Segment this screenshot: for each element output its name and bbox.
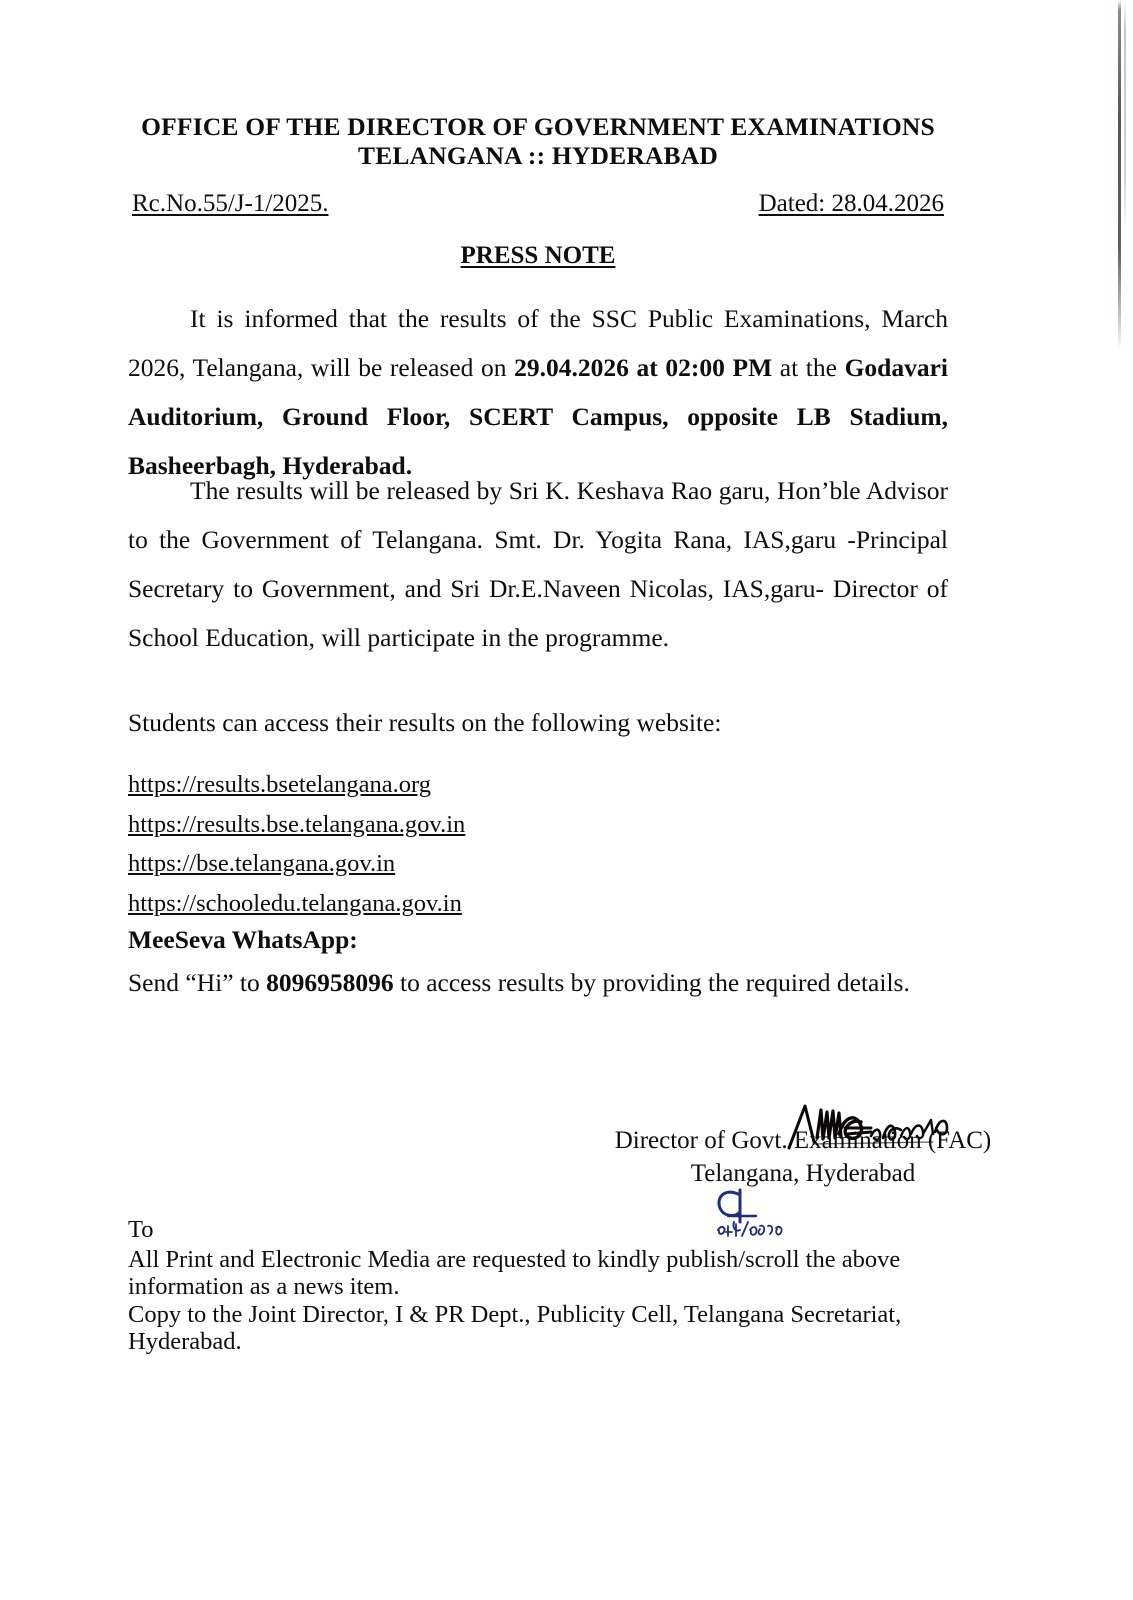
office-header-line-1: OFFICE OF THE DIRECTOR OF GOVERNMENT EXAMINATIONS — [141, 112, 935, 141]
paragraph-announcement — [128, 294, 948, 490]
meeseva-text-after: to access results by providing the required details. — [393, 968, 910, 997]
meeseva-text-before: Send “Hi” to — [128, 968, 267, 997]
press-note-title — [128, 242, 948, 270]
footer-line-3: Copy to the Joint Director, I & PR Dept., Publicity Cell, Telangana Secretariat, — [128, 1300, 902, 1328]
press-note-title-text: PRESS NOTE — [460, 242, 616, 269]
meeseva-instructions — [128, 963, 928, 1003]
dated-line: Dated: 28.04.2026 — [758, 190, 944, 217]
announcement-venue: Godavari Auditorium, Ground Floor, SCERT Campus, opposite LB Stadium, Basheerbagh, Hyderabad. — [128, 353, 948, 480]
website-link-3[interactable]: https://bse.telangana.gov.in — [128, 850, 396, 877]
scan-edge-artifact-right — [1118, 0, 1121, 348]
website-link-1[interactable]: https://results.bsetelangana.org — [128, 771, 432, 798]
office-header-line-2: TELANGANA :: HYDERABAD — [357, 141, 718, 170]
footer-distribution-block — [128, 1216, 978, 1356]
meeseva-whatsapp-label: MeeSeva WhatsApp: — [128, 925, 358, 954]
announcement-text-lead: It is informed that the results of the SSC Public Examinations, March 2026, Telangana, will be released on — [128, 304, 948, 382]
announcement-datetime: 29.04.2026 at 02:00 PM — [514, 353, 773, 382]
website-link-2[interactable]: https://results.bse.telangana.gov.in — [128, 810, 466, 838]
footer-line-2: information as a news item. — [128, 1273, 400, 1300]
scan-edge-artifact-right-secondary — [1124, 0, 1126, 230]
signatory-location: Telangana, Hyderabad — [690, 1160, 916, 1187]
website-link-4[interactable]: https://schooledu.telangana.gov.in — [128, 889, 462, 917]
footer-line-1: All Print and Electronic Media are requested to kindly publish/scroll the above — [128, 1245, 901, 1273]
reference-number: Rc.No.55/J-1/2025. — [132, 190, 329, 217]
results-website-list — [128, 765, 465, 923]
website-intro-text: Students can access their results on the following website: — [128, 708, 722, 737]
footer-line-4: Hyderabad. — [128, 1328, 242, 1355]
signatory-designation: Director of Govt. Examination (FAC) — [614, 1127, 992, 1154]
paragraph-dignitaries: The results will be released by Sri K. Keshava Rao garu, Hon’ble Advisor to the Government of Telangana. Smt. Dr. Yogita Rana, IAS,garu -Principal Secretary to Government, and Sri Dr.E.Naveen Nicolas, IAS,garu- Director of School Education, will participate in the programme. — [128, 476, 948, 652]
signature-designation-block — [523, 1124, 1083, 1190]
meeseva-phone-number: 8096958096 — [266, 968, 394, 997]
to-label: To — [128, 1216, 154, 1243]
announcement-text-middle: at the — [772, 353, 845, 382]
